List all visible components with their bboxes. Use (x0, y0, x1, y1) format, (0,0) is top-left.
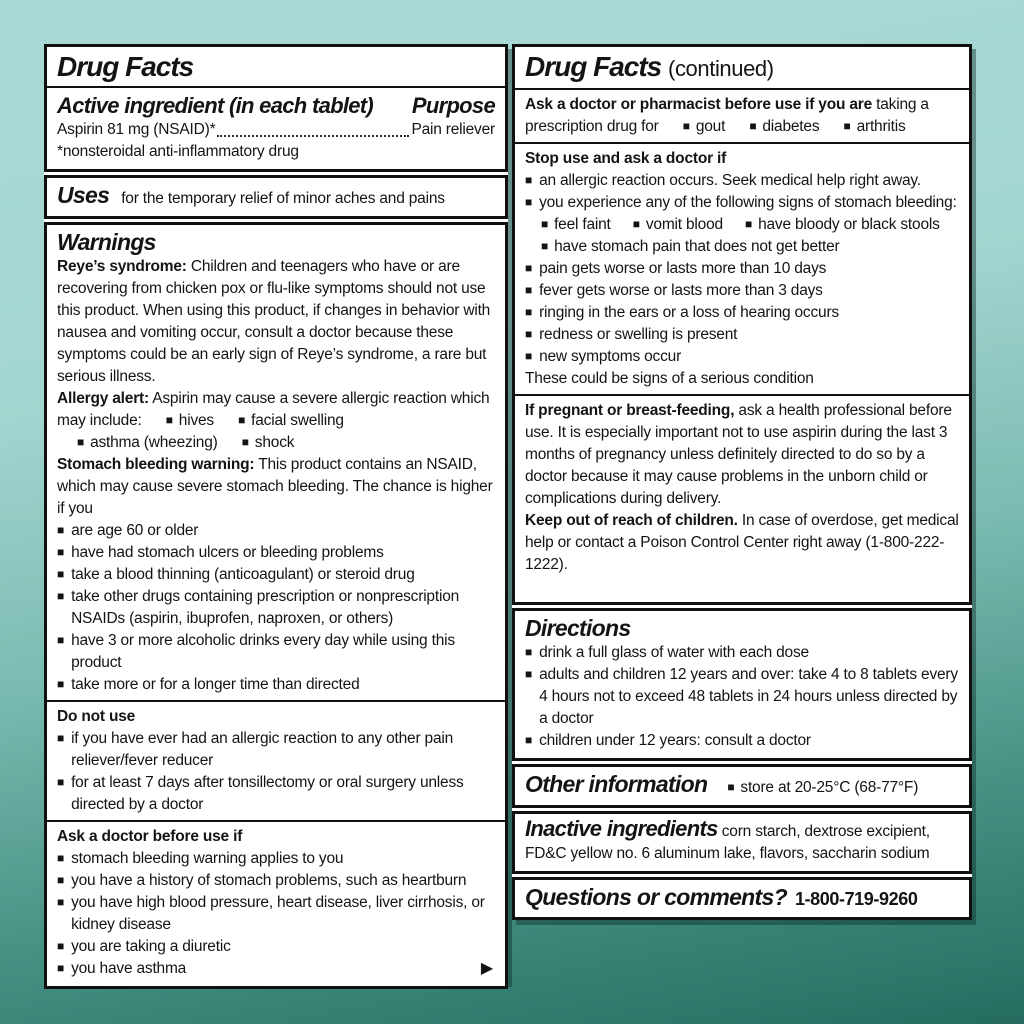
allergy-bullet-hives: ■ hives (166, 412, 214, 429)
divider (515, 88, 969, 90)
stop-use-bullet: ■ ringing in the ears or a loss of hearing occurs (525, 302, 959, 324)
ask-doctor-heading: Ask a doctor before use if (57, 828, 243, 845)
do-not-use-bullet: ■ for at least 7 days after tonsillectomy or oral surgery unless directed by a doctor (57, 772, 495, 816)
directions-bullet: ■ drink a full glass of water with each dose (525, 642, 959, 664)
nsaid-footnote: *nonsteroidal anti-inflammatory drug (57, 143, 299, 160)
serious-condition-note: These could be signs of a serious condition (525, 370, 814, 387)
rx-bullet-gout: ■ gout (683, 118, 725, 135)
continued-suffix: (continued) (668, 56, 774, 81)
bullet-square-icon (57, 564, 71, 586)
inactive-ingredients-text: corn starch, dextrose excipient, FD&C yellow no. 6 aluminum lake, flavors, saccharin sodium (525, 823, 930, 862)
allergy-label: Allergy alert: (57, 390, 149, 407)
bullet-square-icon (525, 642, 539, 664)
bullet-square-icon (525, 324, 539, 346)
uses-heading: Uses (57, 182, 110, 208)
stomach-bleeding-paragraph (57, 454, 495, 520)
purpose-heading: Purpose (411, 93, 495, 118)
bullet-square-icon (57, 728, 71, 750)
bullet-square-icon (57, 586, 71, 608)
stomach-bleeding-text: This product contains an NSAID, which may cause severe stomach bleeding. The chance is higher if you (57, 456, 493, 517)
ingredient-name: Aspirin 81 mg (NSAID)* (57, 121, 216, 138)
stomach-bullet: ■ have had stomach ulcers or bleeding problems (57, 542, 495, 564)
keep-out-label: Keep out of reach of children. (525, 512, 738, 529)
ask-doctor-bullet: ■ you have high blood pressure, heart disease, liver cirrhosis, or kidney disease (57, 892, 495, 936)
pregnant-label: If pregnant or breast-feeding, (525, 402, 735, 419)
storage-bullet: ■ store at 20-25°C (68-77°F) (727, 777, 918, 799)
bullet-square-icon (525, 302, 539, 324)
bullet-square-icon (57, 870, 71, 892)
stop-use-bullet: ■ you experience any of the following signs of stomach bleeding: (525, 192, 959, 214)
stop-use-bullet: ■ pain gets worse or lasts more than 10 days (525, 258, 959, 280)
reyes-label: Reye’s syndrome: (57, 258, 187, 275)
stop-use-bullet: ■ redness or swelling is present (525, 324, 959, 346)
stop-use-bullet: ■ new symptoms occur (525, 346, 959, 368)
bullet-square-icon (525, 280, 539, 302)
stomach-bullet: ■ are age 60 or older (57, 520, 495, 542)
section-warnings (44, 222, 508, 989)
section-directions (512, 608, 972, 761)
pregnant-text: ask a health professional before use. It is especially important not to use aspirin during the last 3 months of pregnancy unless definitely directed to do so by a doctor because it may cause problems in the unborn child or complications during delivery. (525, 402, 952, 507)
ask-doctor-bullet: ■ stomach bleeding warning applies to you (57, 848, 495, 870)
stomach-bullet: ■ have 3 or more alcoholic drinks every day while using this product (57, 630, 495, 674)
ask-doctor-bullet-last: ■ you have asthma ▶ (57, 958, 495, 980)
inactive-ingredients-paragraph (525, 818, 959, 865)
section-uses (44, 175, 508, 219)
divider (47, 86, 505, 88)
bullet-square-icon (525, 730, 539, 752)
bullet-square-icon (57, 892, 71, 914)
active-ingredient-header (57, 92, 495, 119)
keep-out-text: In case of overdose, get medical help or contact a Poison Control Center right away (1-800-222-1222). (525, 512, 959, 573)
active-ingredient-heading: Active ingredient (in each tablet) (57, 93, 374, 118)
reyes-syndrome-paragraph (57, 256, 495, 388)
drug-facts-continued-title: Drug Facts (continued) (525, 51, 774, 82)
stop-use-heading: Stop use and ask a doctor if (525, 150, 727, 167)
allergy-bullet-shock: ■ shock (242, 434, 295, 451)
questions-phone-number: 1-800-719-9260 (794, 889, 918, 909)
section-inactive-ingredients (512, 811, 972, 874)
uses-row (57, 182, 495, 210)
ask-doctor-bullet: ■ you are taking a diuretic (57, 936, 495, 958)
bullet-square-icon (525, 346, 539, 368)
stomach-bullet: ■ take more or for a longer time than directed (57, 674, 495, 696)
warnings-heading: Warnings (57, 229, 156, 255)
reyes-text: Children and teenagers who have or are recovering from chicken pox or flu-like symptoms should not use this product. When using this product, if changes in behavior with nausea and vomiting occur, consult a doctor because these symptoms could be an early sign of Reye’s syndrome, a rare but serious illness. (57, 258, 491, 385)
bullet-square-icon (57, 958, 71, 980)
bullet-square-icon (57, 772, 71, 794)
uses-text: for the temporary relief of minor aches and pains (121, 190, 445, 207)
allergy-bullet-asthma: ■ asthma (wheezing) (77, 434, 218, 451)
directions-bullet: ■ children under 12 years: consult a doctor (525, 730, 959, 752)
bullet-square-icon (57, 630, 71, 652)
ingredient-purpose: Pain reliever (411, 121, 495, 138)
continuation-arrow-icon: ▶ (480, 960, 493, 977)
rx-bullet-arthritis: ■ arthritis (844, 118, 906, 135)
bullet-square-icon (525, 170, 539, 192)
bullet-square-icon (57, 848, 71, 870)
stomach-bleeding-label: Stomach bleeding warning: (57, 456, 255, 473)
ingredient-row (57, 119, 495, 141)
dotted-leader (217, 135, 409, 137)
directions-bullet: ■ adults and children 12 years and over: take 4 to 8 tablets every 4 hours not to exceed 48 tablets in 24 hours unless directed by a doctor (525, 664, 959, 730)
divider (515, 142, 969, 144)
do-not-use-bullet: ■ if you have ever had an allergic reaction to any other pain reliever/fever reducer (57, 728, 495, 772)
stomach-bullet: ■ take a blood thinning (anticoagulant) or steroid drug (57, 564, 495, 586)
section-questions (512, 877, 972, 920)
directions-heading: Directions (525, 615, 631, 641)
section-continued-warnings (512, 44, 972, 605)
section-other-information (512, 764, 972, 808)
rx-bullet-diabetes: ■ diabetes (749, 118, 819, 135)
questions-row (525, 884, 959, 911)
pharmacist-label: Ask a doctor or pharmacist before use if you are (525, 96, 873, 113)
bullet-square-icon (525, 258, 539, 280)
pregnant-paragraph (525, 400, 959, 510)
pharmacist-paragraph (525, 94, 959, 138)
stomach-bleeding-signs (541, 214, 959, 258)
sign-stomach-pain: ■ have stomach pain that does not get better (541, 236, 840, 258)
other-information-row (525, 771, 959, 799)
drug-facts-panel-left (44, 44, 508, 982)
ask-doctor-bullet: ■ you have a history of stomach problems, such as heartburn (57, 870, 495, 892)
allergy-text: Aspirin may cause a severe allergic reaction which may include: (57, 390, 490, 429)
other-information-heading: Other information (525, 771, 708, 797)
sign-bloody-stools: ■ have bloody or black stools (745, 216, 940, 233)
questions-heading: Questions or comments? (525, 884, 787, 910)
allergy-alert-paragraph (57, 388, 495, 454)
bullet-square-icon (57, 936, 71, 958)
stop-use-bullet: ■ fever gets worse or lasts more than 3 days (525, 280, 959, 302)
drug-facts-title: Drug Facts (57, 51, 194, 82)
do-not-use-heading: Do not use (57, 708, 136, 725)
inactive-ingredients-heading: Inactive ingredients (525, 816, 718, 841)
sign-vomit-blood: ■ vomit blood (633, 216, 723, 233)
bullet-square-icon (525, 664, 539, 686)
stomach-bullet: ■ take other drugs containing prescription or nonprescription NSAIDs (aspirin, ibuprofen, naproxen, or others) (57, 586, 495, 630)
bullet-square-icon (57, 674, 71, 696)
bullet-square-icon (525, 192, 539, 214)
keep-out-of-reach-paragraph (525, 510, 959, 576)
allergy-bullet-facial-swelling: ■ facial swelling (238, 412, 344, 429)
bullet-square-icon (57, 542, 71, 564)
drug-facts-panel-right (512, 44, 972, 920)
stop-use-bullet: ■ an allergic reaction occurs. Seek medical help right away. (525, 170, 959, 192)
sign-feel-faint: ■ feel faint (541, 216, 611, 233)
section-title-active-ingredient (44, 44, 508, 172)
divider (515, 394, 969, 396)
pharmacist-text: taking a prescription drug for (525, 96, 929, 135)
bullet-square-icon (57, 520, 71, 542)
divider (47, 700, 505, 702)
divider (47, 820, 505, 822)
